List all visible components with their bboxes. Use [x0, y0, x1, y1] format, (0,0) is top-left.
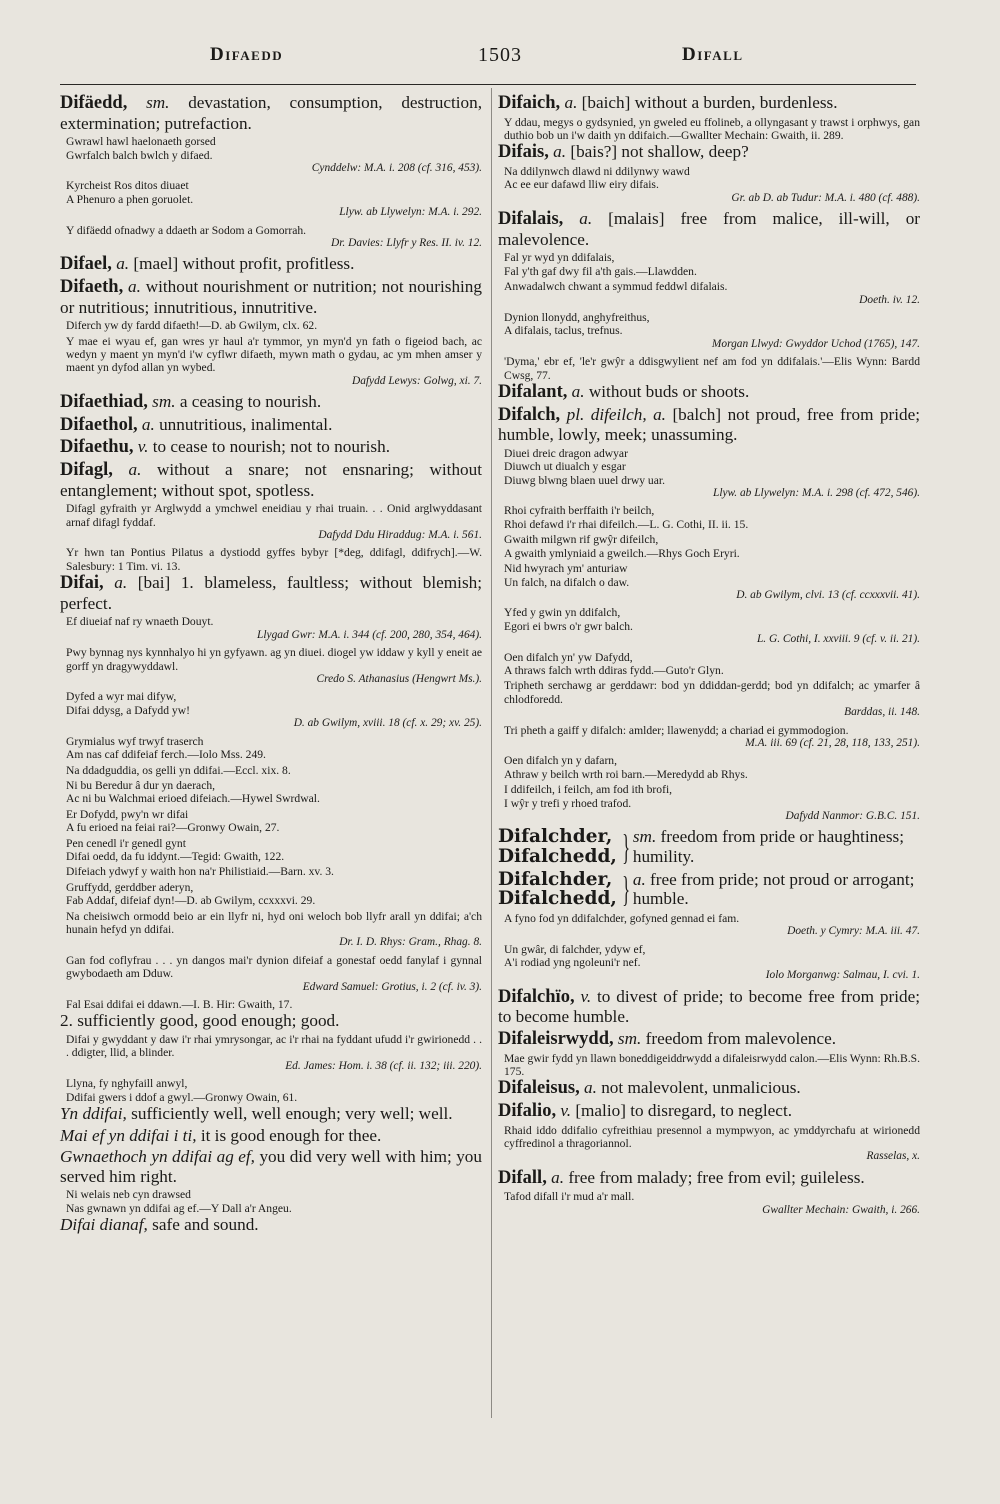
citation: Ni bu Beredur â dur yn daerach, Ac ni bu Walchmai erioed difeiach.—Hywel Swrdwal.	[66, 778, 320, 806]
phrase-definition	[60, 1126, 482, 1146]
citation-source: Iolo Morganwg: Salmau, I. cvi. 1.	[765, 969, 920, 982]
part-of-speech: a.	[579, 209, 593, 229]
phrase: Yn ddifai,	[60, 1104, 127, 1124]
entry-definition	[498, 382, 920, 403]
page-number: 1503	[478, 44, 522, 66]
header-first-headword: Difaedd	[210, 44, 284, 65]
headword: Difalchedd,	[498, 888, 617, 910]
citation: Yr hwn tan Pontius Pilatus a dystiodd gyffes bybyr [*deg, ddifagl, ddifrych].—W. Salesbury: 1 Tim. vi. 13.	[66, 546, 482, 573]
citation: Difeiach ydwyf y waith hon na'r Philistiaid.—Barn. xv. 3.	[66, 865, 334, 879]
definition-text: it is good enough for thee.	[196, 1125, 382, 1145]
citation-source: D. ab Gwilym, xviii. 18 (cf. x. 29; xv. 25).	[293, 717, 482, 730]
entry-definition	[60, 415, 482, 436]
citation: Diferch yw dy fardd difaeth!—D. ab Gwilym, clx. 62.	[66, 319, 318, 333]
citation: Mae gwir fydd yn llawn boneddigeiddrwydd a difaleisrwydd calon.—Elis Wynn: Rh.B.S. 175.	[504, 1051, 920, 1078]
brace-glyph: }	[622, 869, 630, 910]
citation: Gwrawl hawl haelonaeth gorsed Gwrfalch balch bwlch y difaed.	[66, 135, 216, 162]
headword: Difalchedd,	[498, 846, 617, 867]
braced-entry	[498, 870, 920, 909]
definition-text: 2. sufficiently good, good enough; good.	[60, 1011, 340, 1031]
citation-source: L. G. Cothi, I. xxviii. 9 (cf. v. ii. 21).	[756, 633, 920, 646]
braced-definition	[633, 827, 920, 866]
definition-text: to cease to nourish; not to nourish.	[148, 437, 391, 457]
entry-definition	[498, 1029, 920, 1050]
part-of-speech: a.	[128, 460, 142, 480]
citation: Un gwâr, di falchder, ydyw ef, A'i rodiad yng ngoleuni'r nef.	[504, 942, 646, 969]
citation-source: Doeth. iv. 12.	[859, 293, 920, 306]
part-of-speech: a.	[632, 869, 646, 889]
definition-text: freedom from pride or haughtiness; humility.	[632, 827, 904, 866]
entry-definition	[60, 277, 482, 317]
citation: Rhaid iddo ddifalio cyfreithiau presennol a mympwyon, ac ymddyrchafu at wirionedd cyffredinol a thragoriannol.	[504, 1123, 920, 1150]
citation-source: Doeth. y Cymry: M.A. iii. 47.	[787, 925, 920, 938]
definition-text: [malio] to disregard, to neglect.	[571, 1101, 793, 1120]
definition-text: free from malady; free from evil; guileless.	[564, 1167, 865, 1187]
citation: Tripheth serchawg ar gerddawr: bod yn ddiddan-gerdd; bod yn ddifalch; ac ymarfer â chlodforedd.	[504, 679, 920, 706]
phrase-definition	[60, 1104, 482, 1124]
definition-text: a ceasing to nourish.	[175, 392, 322, 412]
citation: Y mae ei wyau ef, gan wres yr haul a'r tymmor, yn myn'd yn fath o figeiod bach, ac wedyn y maent yn myn'd i'w cyflwr difaeth, mywn math o gydau, ac ym mhen amser y maent yn dyfod allan yn wybed.	[66, 334, 482, 375]
part-of-speech: a.	[114, 573, 128, 593]
definition-text: [balch] not proud, free from pride; humble, lowly, meek; unassuming.	[498, 404, 920, 445]
citation: A fyno fod yn ddifalchder, gofyned gennad ei fam.	[504, 911, 740, 925]
definition-text: you did very well with him; you served him right.	[60, 1147, 482, 1186]
citation-source: Rasselas, x.	[866, 1150, 920, 1163]
citation: Ef diueiaf naf ry wnaeth Douyt.	[66, 615, 214, 629]
entry-definition	[60, 93, 482, 133]
citation: Pwy bynnag nys kynnhalyo hi yn gyfyawn. ag yn diuei. diogel yw iddaw y kyll y eneit ae gorff yn dragywyddawl.	[66, 646, 482, 673]
headword: Difaleisus,	[498, 1078, 580, 1099]
phrase-definition	[60, 1147, 482, 1186]
citation: Grymialus wyf trwyf traserch Am nas caf ddifeiaf ferch.—Iolo Mss. 249.	[66, 734, 266, 762]
headword: Difalchïo,	[498, 986, 575, 1007]
phrase: Difai dianaf,	[60, 1215, 148, 1235]
part-of-speech: a.	[584, 1078, 597, 1098]
part-of-speech: sm.	[146, 93, 170, 112]
citation: Na ddilynwch dlawd ni ddilynwy wawd Ac ee eur dafawd lliw eiry difais.	[504, 165, 690, 192]
citation: Gwaith milgwn rif gwŷr difeilch, A gwaith ymlyniaid a gweilch.—Rhys Goch Eryri.	[504, 533, 740, 560]
definition-text: not malevolent, unmalicious.	[596, 1078, 801, 1098]
citation: Difagl gyfraith yr Arglwydd a ymchwel eneidiau y rhai truain. . . Onid arglwyddasant arnaf difagl fyddaf.	[66, 502, 482, 529]
part-of-speech: v.	[137, 437, 149, 457]
citation: Rhoi cyfraith berffaith i'r beilch, Rhoi defawd i'r rhai difeilch.—L. G. Cothi, II. ii. 15.	[504, 504, 749, 531]
citation: 'Dyma,' ebr ef, 'le'r gwŷr a ddisgwylient nef am fod yn ddifalais.'—Elis Wynn: Bardd Cwsg, 77.	[504, 355, 920, 382]
citation: Nid hwyrach ym' anturiaw Un falch, na difalch o daw.	[504, 562, 630, 589]
headword: Difaich,	[498, 93, 561, 113]
entry-definition	[60, 437, 482, 458]
citation-source: Llygad Gwr: M.A. i. 344 (cf. 200, 280, 354, 464).	[257, 628, 482, 641]
definition-text: free from pride; not proud or arrogant; humble.	[632, 869, 915, 909]
phrase: Gwnaethoch yn ddifai ag ef,	[60, 1147, 255, 1167]
headword: Difai,	[60, 573, 104, 594]
definition-text: safe and sound.	[147, 1215, 259, 1235]
entry-definition	[498, 1078, 920, 1099]
citation-source: Cynddelw: M.A. i. 208 (cf. 316, 453).	[311, 162, 482, 174]
citation: Diuei dreic dragon adwyar Diuwch ut diualch y esgar Diuwg blwng blaen uuel drwy uar.	[504, 446, 665, 487]
citation: Gruffydd, gerddber aderyn, Fab Addaf, difeiaf dyn!—D. ab Gwilym, ccxxxvi. 29.	[66, 880, 316, 908]
citation: Yfed y gwin yn ddifalch, Egori ei bwrs o'r gwr balch.	[504, 606, 633, 633]
header-last-headword: Difall	[682, 44, 744, 65]
part-of-speech: a.	[553, 142, 567, 162]
braced-entry	[498, 827, 920, 866]
citation: Llyna, fy nghyfaill anwyl, Ddifai gwers i ddof a gwyl.—Gronwy Owain, 61.	[66, 1077, 298, 1104]
definition-text: to divest of pride; to become free from pride; to become humble.	[498, 986, 920, 1027]
part-of-speech: a.	[128, 277, 141, 297]
definition-text: sufficiently well, well enough; very well; well.	[126, 1104, 453, 1124]
entry-definition	[498, 142, 920, 163]
part-of-speech: a.	[141, 414, 155, 434]
phrase-definition	[60, 1215, 482, 1235]
headword: Difäedd,	[60, 93, 128, 113]
citation: Ni welais neb cyn drawsed Nas gwnawn yn ddifai ag ef.—Y Dall a'r Angeu.	[66, 1188, 292, 1215]
running-header	[0, 44, 1000, 76]
left-column	[60, 93, 482, 1237]
definition-text: freedom from malevolence.	[641, 1029, 837, 1048]
part-of-speech: pl. difeilch, a.	[566, 404, 666, 424]
entry-definition	[60, 573, 482, 613]
part-of-speech: a.	[116, 254, 130, 274]
citation-source: Edward Samuel: Grotius, i. 2 (cf. iv. 3).	[302, 980, 482, 993]
brace-glyph: }	[622, 827, 630, 867]
headword: Difall,	[498, 1167, 547, 1188]
entry-definition	[60, 1011, 482, 1031]
citation-source: Gwallter Mechain: Gwaith, i. 266.	[762, 1203, 920, 1216]
citation-source: Gr. ab D. ab Tudur: M.A. i. 480 (cf. 488).	[731, 191, 920, 204]
part-of-speech: a.	[564, 93, 578, 112]
headword: Difaethol,	[60, 414, 138, 435]
citation: I ddifeilch, i feilch, am fod ith brofi, I wŷr y trefi y rhoed trafod.	[504, 783, 673, 810]
citation: Na ddadguddia, os gelli yn ddifai.—Eccl. xix. 8.	[66, 763, 291, 777]
citation: Difai y gwyddant y daw i'r rhai ymrysongar, ac i'r rhai na fyddant ufudd i'r gwirionedd . . . ddigter, llid, a blinder.	[66, 1033, 482, 1060]
braced-definition	[633, 870, 920, 909]
citation-source: Credo S. Athanasius (Hengwrt Ms.).	[316, 673, 482, 686]
citation: Fal yr wyd yn ddifalais, Fal y'th gaf dwy fil a'th gais.—Llawdden.	[504, 251, 697, 278]
citation-source: Morgan Llwyd: Gwyddor Uchod (1765), 147.	[711, 337, 920, 350]
citation: Oen difalch yn' yw Dafydd, A thraws falch wrth ddiras fydd.—Guto'r Glyn.	[504, 650, 724, 677]
headword: Difael,	[60, 254, 112, 275]
citation-source: D. ab Gwilym, clvi. 13 (cf. ccxxxvii. 41).	[736, 588, 920, 601]
headword: Difais,	[498, 142, 549, 163]
citation-source: Barddas, ii. 148.	[844, 706, 920, 719]
citation-source: Dafydd Ddu Hiraddug: M.A. i. 561.	[318, 529, 482, 542]
citation: Gan fod coflyfrau . . . yn dangos mai'r dynion difeiaf a gonestaf oedd fanylaf i gynnal gwybodaeth am Dduw.	[66, 953, 482, 981]
entry-definition	[498, 93, 920, 114]
definition-text: [baich] without a burden, burdenless.	[577, 93, 838, 112]
headword: Difaethu,	[60, 437, 134, 458]
entry-definition	[60, 254, 482, 275]
definition-text: without nourishment or nutrition; not nourishing or nutritious; innutritious, innutritive.	[60, 277, 482, 317]
citation: Oen difalch yn y dafarn, Athraw y beilch wrth roi barn.—Meredydd ab Rhys.	[504, 754, 748, 781]
headword: Difalio,	[498, 1101, 557, 1121]
headword: Difalant,	[498, 382, 568, 403]
citation: Er Dofydd, pwy'n wr difai A fu erioed na feiai rai?—Gronwy Owain, 27.	[66, 807, 280, 835]
part-of-speech: sm.	[632, 827, 657, 847]
entry-definition	[498, 209, 920, 249]
headword: Difaeth,	[60, 277, 124, 298]
citation-source: Dr. I. D. Rhys: Gram., Rhag. 8.	[339, 936, 482, 949]
citation: Dynion llonydd, anghyfreithus, A difalais, taclus, trefnus.	[504, 311, 650, 338]
citation: Na cheisiwch ormodd beio ar ein llyfr ni, hyd oni weloch bob llyfr arall yn ddifai; a'ch hunain hefyd yn ddifai.	[66, 909, 482, 936]
entry-definition	[498, 1168, 920, 1189]
citation: Y ddau, megys o gydsynied, yn gweled eu ffolineb, a ollyngasant y trawst i orphwys, gan duthio bob un i'w daith yn ddifaich.—Gwallter Mechain: Gwaith, ii. 289.	[504, 115, 920, 142]
definition-text: [bai] 1. blameless, faultless; without blemish; perfect.	[60, 573, 482, 613]
citation: Y difäedd ofnadwy a ddaeth ar Sodom a Gomorrah.	[66, 223, 307, 237]
part-of-speech: a.	[551, 1167, 565, 1187]
column-divider	[491, 88, 492, 1418]
definition-text: [mael] without profit, profitless.	[129, 254, 355, 274]
citation-source: Dr. Davies: Llyfr y Res. II. iv. 12.	[331, 237, 482, 250]
citation-source: Llyw. ab Llywelyn: M.A. i. 298 (cf. 472, 546).	[712, 487, 920, 500]
definition-text: without a snare; not ensnaring; without entanglement; without spot, spotless.	[60, 460, 483, 500]
headword: Difalchder,	[498, 826, 613, 848]
entry-definition	[498, 405, 920, 445]
citation-source: Dafydd Nanmor: G.B.C. 151.	[785, 810, 920, 822]
headword: Difalais,	[498, 209, 564, 230]
citation: Fal Esai ddifai ei ddawn.—I. B. Hir: Gwaith, 17.	[66, 998, 293, 1011]
definition-text: without buds or shoots.	[584, 382, 750, 402]
right-column	[498, 93, 920, 1221]
definition-text: [bais?] not shallow, deep?	[566, 142, 749, 162]
citation: Kyrcheist Ros ditos diuaet A Phenuro a phen goruolet.	[66, 179, 194, 206]
definition-text: [malais] free from malice, ill-will, or malevolence.	[498, 209, 921, 249]
definition-text: devastation, consumption, destruction, extermination; putrefaction.	[60, 93, 482, 133]
headword: Difaethiad,	[60, 392, 148, 413]
citation: Tri pheth a gaiff y difalch: amlder; llawenydd; a chariad ei gymmodogion.	[504, 723, 849, 737]
headword: Difaleisrwydd,	[498, 1029, 614, 1049]
headword: Difalchder,	[498, 868, 613, 890]
citation-source: Dafydd Lewys: Golwg, xi. 7.	[351, 374, 482, 387]
citation-source: Llyw. ab Llywelyn: M.A. i. 292.	[339, 206, 482, 219]
part-of-speech: sm.	[152, 392, 176, 412]
headword: Difagl,	[60, 460, 113, 481]
entry-definition	[60, 392, 482, 413]
citation: Tafod difall i'r mud a'r mall.	[504, 1190, 635, 1204]
part-of-speech: v.	[580, 986, 592, 1006]
part-of-speech: sm.	[617, 1029, 642, 1048]
entry-definition	[60, 460, 482, 500]
citation-source: Ed. James: Hom. i. 38 (cf. ii. 132; iii. 220).	[285, 1059, 482, 1072]
citation: Dyfed a wyr mai difyw, Difai ddysg, a Dafydd yw!	[66, 690, 190, 717]
citation: Anwadalwch chwant a symmud feddwl difalais.	[504, 280, 728, 294]
citation-source: M.A. iii. 69 (cf. 21, 28, 118, 133, 251).	[745, 736, 920, 749]
citation: Pen cenedl i'r genedl gynt Difai oedd, da fu iddynt.—Tegid: Gwaith, 122.	[66, 836, 285, 863]
entry-definition	[498, 1101, 920, 1122]
phrase: Mai ef yn ddifai i ti,	[60, 1125, 197, 1145]
part-of-speech: v.	[560, 1101, 572, 1120]
headword: Difalch,	[498, 404, 561, 425]
header-rule	[60, 84, 916, 85]
part-of-speech: a.	[571, 382, 585, 402]
definition-text: unnutritious, inalimental.	[154, 414, 333, 434]
entry-definition	[498, 987, 920, 1027]
